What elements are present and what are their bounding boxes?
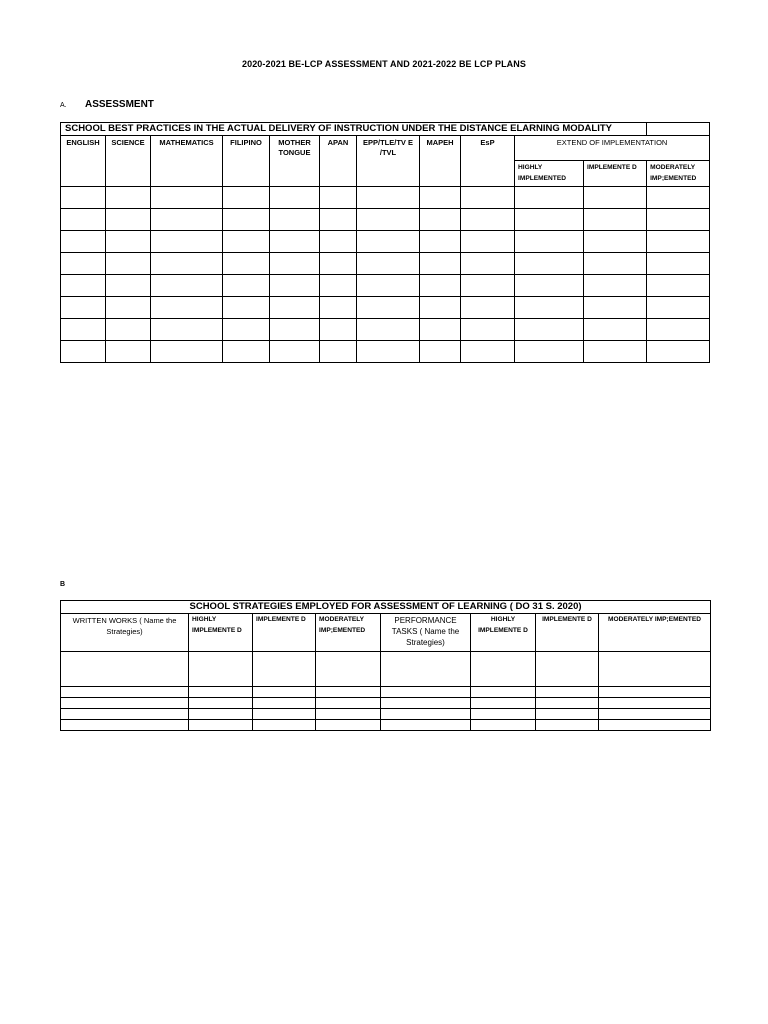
table-cell[interactable] xyxy=(151,275,223,297)
table-cell[interactable] xyxy=(584,297,647,319)
table-cell[interactable] xyxy=(320,319,357,341)
table-cell[interactable] xyxy=(584,253,647,275)
table-cell[interactable] xyxy=(253,709,316,720)
table-row xyxy=(61,209,710,231)
table-cell[interactable] xyxy=(461,187,515,209)
column-header-mapeh: MAPEH xyxy=(420,136,461,187)
table-cell[interactable] xyxy=(647,253,710,275)
table-cell[interactable] xyxy=(61,275,106,297)
table-row xyxy=(61,698,711,709)
table-cell[interactable] xyxy=(584,187,647,209)
table-cell[interactable] xyxy=(189,720,253,731)
table-cell[interactable] xyxy=(320,253,357,275)
performance-tasks-header: PERFORMANCE TASKS ( Name the Strategies) xyxy=(381,614,471,652)
table-cell[interactable] xyxy=(381,720,471,731)
table-cell[interactable] xyxy=(515,275,584,297)
table-cell[interactable] xyxy=(536,709,599,720)
table-cell[interactable] xyxy=(316,720,381,731)
assessment-strategies-table xyxy=(60,600,711,731)
table-cell[interactable] xyxy=(316,709,381,720)
table-cell[interactable] xyxy=(471,698,536,709)
written-moderately-implemented: MODERATELY IMP;EMENTED xyxy=(316,614,381,652)
table-cell[interactable] xyxy=(357,319,420,341)
table-cell[interactable] xyxy=(461,231,515,253)
table-cell[interactable] xyxy=(357,187,420,209)
table-cell[interactable] xyxy=(461,253,515,275)
table-cell[interactable] xyxy=(461,297,515,319)
table-cell[interactable] xyxy=(647,341,710,363)
section-a-marker: A. xyxy=(60,102,67,109)
document-title: 2020-2021 BE-LCP ASSESSMENT AND 2021-2022 BE LCP PLANS xyxy=(241,59,526,69)
table-cell[interactable] xyxy=(223,297,270,319)
table-cell[interactable] xyxy=(223,209,270,231)
table-cell[interactable] xyxy=(357,231,420,253)
table-cell[interactable] xyxy=(515,231,584,253)
table-cell[interactable] xyxy=(381,698,471,709)
table-cell[interactable] xyxy=(357,297,420,319)
performance-implemented: IMPLEMENTE D xyxy=(536,614,599,652)
table-cell[interactable] xyxy=(381,709,471,720)
table-cell[interactable] xyxy=(223,275,270,297)
written-implemented: IMPLEMENTE D xyxy=(253,614,316,652)
table-cell[interactable] xyxy=(253,652,316,687)
table-cell[interactable] xyxy=(151,253,223,275)
column-header-apan: APAN xyxy=(320,136,357,187)
table-cell[interactable] xyxy=(61,297,106,319)
table-cell[interactable] xyxy=(647,187,710,209)
table-cell[interactable] xyxy=(461,341,515,363)
table-cell[interactable] xyxy=(461,319,515,341)
table-row xyxy=(61,187,710,209)
column-header-science: SCIENCE xyxy=(106,136,151,187)
column-header-esp: EsP xyxy=(461,136,515,187)
table-cell[interactable] xyxy=(647,319,710,341)
level-highly-implemented: HIGHLY IMPLEMENTED xyxy=(515,161,584,187)
column-header-mathematics: MATHEMATICS xyxy=(151,136,223,187)
table-cell[interactable] xyxy=(515,297,584,319)
table-row xyxy=(61,253,710,275)
table-cell[interactable] xyxy=(536,652,599,687)
table-cell[interactable] xyxy=(420,275,461,297)
column-header-epp-tle-tvl: EPP/TLE/TV E /TVL xyxy=(357,136,420,187)
table-cell[interactable] xyxy=(584,209,647,231)
table-cell[interactable] xyxy=(599,709,711,720)
table-cell[interactable] xyxy=(316,687,381,698)
table-cell[interactable] xyxy=(536,698,599,709)
table-cell[interactable] xyxy=(420,231,461,253)
table-cell[interactable] xyxy=(647,275,710,297)
table-cell[interactable] xyxy=(320,341,357,363)
table-b-body xyxy=(61,652,711,731)
table-cell[interactable] xyxy=(253,698,316,709)
table-cell[interactable] xyxy=(270,297,320,319)
table-cell[interactable] xyxy=(599,652,711,687)
table-cell[interactable] xyxy=(461,275,515,297)
table-cell[interactable] xyxy=(381,687,471,698)
column-header-filipino: FILIPINO xyxy=(223,136,270,187)
table-cell[interactable] xyxy=(223,319,270,341)
table-cell[interactable] xyxy=(106,231,151,253)
table-a-body xyxy=(61,187,710,363)
implementation-header: EXTEND OF IMPLEMENTATION xyxy=(515,136,710,161)
table-cell[interactable] xyxy=(61,341,106,363)
table-cell[interactable] xyxy=(420,297,461,319)
level-implemented: IMPLEMENTE D xyxy=(584,161,647,187)
table-row xyxy=(61,319,710,341)
written-highly-implemented: HIGHLY IMPLEMENTE D xyxy=(189,614,253,652)
performance-highly-implemented: HIGHLY IMPLEMENTE D xyxy=(471,614,536,652)
table-row xyxy=(61,275,710,297)
table-row xyxy=(61,687,711,698)
table-cell[interactable] xyxy=(106,297,151,319)
column-header-english: ENGLISH xyxy=(61,136,106,187)
table-cell[interactable] xyxy=(253,720,316,731)
table-cell[interactable] xyxy=(270,341,320,363)
table-a-title-blank-cell xyxy=(647,123,710,136)
table-cell[interactable] xyxy=(270,275,320,297)
written-works-header: WRITTEN WORKS ( Name the Strategies) xyxy=(61,614,189,652)
table-cell[interactable] xyxy=(253,687,316,698)
table-cell[interactable] xyxy=(461,209,515,231)
table-cell[interactable] xyxy=(320,209,357,231)
table-row xyxy=(61,341,710,363)
table-cell[interactable] xyxy=(599,687,711,698)
table-cell[interactable] xyxy=(61,720,189,731)
table-cell[interactable] xyxy=(584,231,647,253)
table-cell[interactable] xyxy=(320,297,357,319)
table-row xyxy=(61,297,710,319)
table-cell[interactable] xyxy=(151,231,223,253)
table-cell[interactable] xyxy=(420,319,461,341)
table-cell[interactable] xyxy=(61,709,189,720)
table-cell[interactable] xyxy=(151,209,223,231)
table-cell[interactable] xyxy=(471,687,536,698)
table-cell[interactable] xyxy=(584,275,647,297)
table-cell[interactable] xyxy=(647,231,710,253)
table-cell[interactable] xyxy=(61,231,106,253)
level-moderately-implemented: MODERATELY IMP;EMENTED xyxy=(647,161,710,187)
table-cell[interactable] xyxy=(106,253,151,275)
table-cell[interactable] xyxy=(270,253,320,275)
table-cell[interactable] xyxy=(420,209,461,231)
table-cell[interactable] xyxy=(599,698,711,709)
table-cell[interactable] xyxy=(515,209,584,231)
table-cell[interactable] xyxy=(151,297,223,319)
section-a-label: ASSESSMENT xyxy=(85,99,154,110)
table-cell[interactable] xyxy=(357,341,420,363)
table-cell[interactable] xyxy=(270,187,320,209)
table-cell[interactable] xyxy=(223,187,270,209)
table-cell[interactable] xyxy=(536,687,599,698)
table-cell[interactable] xyxy=(270,231,320,253)
table-cell[interactable] xyxy=(61,319,106,341)
table-cell[interactable] xyxy=(316,652,381,687)
table-row xyxy=(61,231,710,253)
table-cell[interactable] xyxy=(223,341,270,363)
table-cell[interactable] xyxy=(270,319,320,341)
table-cell[interactable] xyxy=(223,231,270,253)
table-cell[interactable] xyxy=(471,709,536,720)
table-cell[interactable] xyxy=(471,720,536,731)
table-cell[interactable] xyxy=(151,187,223,209)
table-cell[interactable] xyxy=(420,253,461,275)
table-cell[interactable] xyxy=(61,687,189,698)
table-row xyxy=(61,709,711,720)
table-cell[interactable] xyxy=(584,341,647,363)
table-cell[interactable] xyxy=(189,687,253,698)
column-header-mother-tongue: MOTHER TONGUE xyxy=(270,136,320,187)
table-cell[interactable] xyxy=(515,187,584,209)
table-cell[interactable] xyxy=(647,297,710,319)
section-b-marker: B xyxy=(60,581,66,588)
table-cell[interactable] xyxy=(420,187,461,209)
best-practices-table xyxy=(60,122,710,363)
performance-moderately-implemented: MODERATELY IMP;EMENTED xyxy=(599,614,711,652)
table-cell[interactable] xyxy=(61,698,189,709)
table-cell[interactable] xyxy=(599,720,711,731)
table-cell[interactable] xyxy=(61,652,189,687)
table-cell[interactable] xyxy=(316,698,381,709)
table-cell[interactable] xyxy=(584,319,647,341)
table-cell[interactable] xyxy=(381,652,471,687)
table-cell[interactable] xyxy=(189,698,253,709)
table-cell[interactable] xyxy=(320,231,357,253)
table-cell[interactable] xyxy=(189,709,253,720)
table-cell[interactable] xyxy=(515,341,584,363)
table-cell[interactable] xyxy=(106,275,151,297)
table-cell[interactable] xyxy=(420,341,461,363)
table-cell[interactable] xyxy=(189,652,253,687)
table-cell[interactable] xyxy=(151,341,223,363)
table-cell[interactable] xyxy=(536,720,599,731)
table-cell[interactable] xyxy=(223,253,270,275)
table-cell[interactable] xyxy=(357,275,420,297)
table-cell[interactable] xyxy=(647,209,710,231)
table-cell[interactable] xyxy=(61,253,106,275)
table-cell[interactable] xyxy=(61,187,106,209)
table-cell[interactable] xyxy=(357,209,420,231)
table-cell[interactable] xyxy=(357,253,420,275)
table-cell[interactable] xyxy=(106,319,151,341)
table-cell[interactable] xyxy=(320,187,357,209)
table-cell[interactable] xyxy=(270,209,320,231)
table-row xyxy=(61,652,711,687)
table-cell[interactable] xyxy=(106,209,151,231)
table-cell[interactable] xyxy=(320,275,357,297)
table-cell[interactable] xyxy=(106,341,151,363)
table-a-title: SCHOOL BEST PRACTICES IN THE ACTUAL DELIVERY OF INSTRUCTION UNDER THE DISTANCE ELARNING MODALITY xyxy=(61,123,647,136)
table-cell[interactable] xyxy=(151,319,223,341)
table-row xyxy=(61,720,711,731)
table-b-title: SCHOOL STRATEGIES EMPLOYED FOR ASSESSMENT OF LEARNING ( DO 31 S. 2020) xyxy=(61,601,711,614)
table-cell[interactable] xyxy=(515,319,584,341)
table-cell[interactable] xyxy=(515,253,584,275)
table-cell[interactable] xyxy=(471,652,536,687)
table-cell[interactable] xyxy=(106,187,151,209)
table-cell[interactable] xyxy=(61,209,106,231)
